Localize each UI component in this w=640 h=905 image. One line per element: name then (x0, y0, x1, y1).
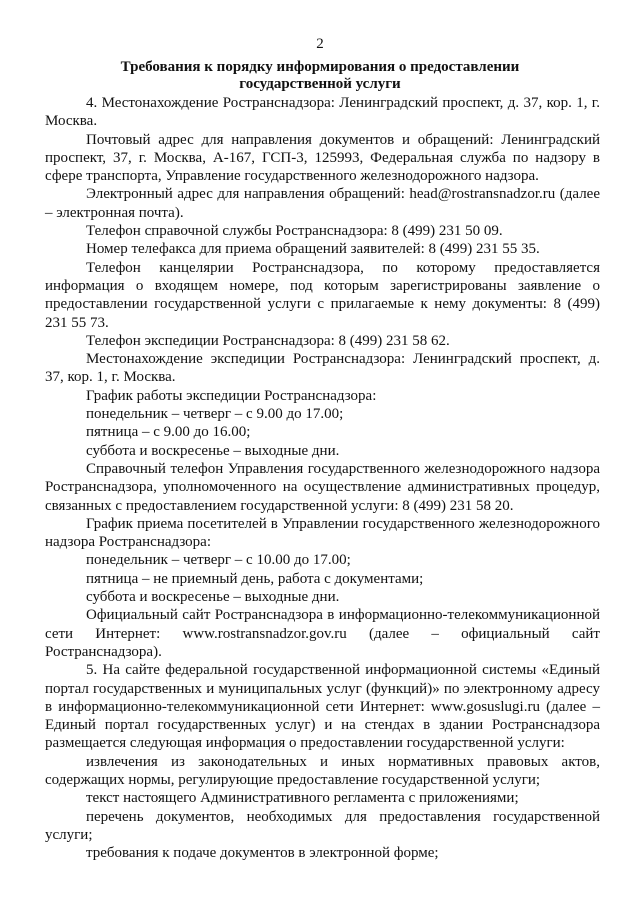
paragraph: Местонахождение экспедиции Ространснадзора: Ленинградский проспект, д. 37, кор. 1, г. Москва. (45, 351, 600, 386)
page-number: 2 (316, 36, 324, 52)
schedule-line: суббота и воскресенье – выходные дни. (86, 589, 340, 606)
paragraph: Электронный адрес для направления обращений: head@rostransnadzor.ru (далее – электронная почта). (45, 186, 600, 221)
schedule-line: пятница – не приемный день, работа с документами; (86, 570, 424, 587)
document-body (45, 94, 600, 862)
schedule-line: суббота и воскресенье – выходные дни. (86, 442, 340, 459)
paragraph: График работы экспедиции Ространснадзора: (86, 387, 377, 404)
paragraph: Телефон канцелярии Ространснадзора, по которому предоставляется информация о входящем номере, под которым зарегистрированы заявление о предоставлении государственной услуги с прилагаемые к нему документы: 8 (499) 231 55 73. (45, 259, 600, 331)
paragraph: Телефон экспедиции Ространснадзора: 8 (499) 231 58 62. (86, 332, 450, 349)
paragraph: Официальный сайт Ространснадзора в информационно-телекоммуникационной сети Интернет: www.rostransnadzor.gov.ru (далее – официальный сайт Ространснадзора). (45, 607, 600, 660)
schedule-line: пятница – с 9.00 до 16.00; (86, 424, 251, 441)
paragraph: извлечения из законодательных и иных нормативных правовых актов, содержащих нормы, регулирующие предоставление государственной услуги; (45, 753, 600, 788)
paragraph: Номер телефакса для приема обращений заявителей: 8 (499) 231 55 35. (86, 241, 540, 258)
paragraph: текст настоящего Административного регламента с приложениями; (86, 790, 519, 807)
section-title (40, 59, 600, 93)
section-title-line-1: Требования к порядку информирования о предоставлении (120, 59, 520, 75)
paragraph: 4. Местонахождение Ространснадзора: Ленинградский проспект, д. 37, кор. 1, г. Москва. (45, 95, 600, 130)
paragraph: Почтовый адрес для направления документов и обращений: Ленинградский проспект, 37, г. Москва, А-167, ГСП-3, 125993, Федеральная служба по надзору в сфере транспорта, Управление государственного железнодорожного надзора. (45, 131, 600, 185)
paragraph: 5. На сайте федеральной государственной информационной системы «Единый портал государственных и муниципальных услуг (функций)» по электронному адресу в информационно-телекоммуникационной сети Интернет: www.gosuslugi.ru (далее – Единый портал государственных услуг) и на стендах в здании Ространснадзора размещается следующая информация о предоставлении государственной услуги: (45, 662, 600, 752)
section-title-line-2: государственной услуги (239, 76, 401, 92)
paragraph: Справочный телефон Управления государственного железнодорожного надзора Ространснадзора, уполномоченного на осуществление административных процедур, связанных с предоставлением государственной услуги: 8 (499) 231 58 20. (45, 460, 600, 514)
paragraph: перечень документов, необходимых для предоставления государственной услуги; (45, 808, 600, 843)
schedule-line: понедельник – четверг – с 9.00 до 17.00; (86, 406, 344, 423)
paragraph: Телефон справочной службы Ространснадзора: 8 (499) 231 50 09. (86, 223, 503, 240)
paragraph: требования к подаче документов в электронной форме; (86, 845, 439, 862)
schedule-line: понедельник – четверг – с 10.00 до 17.00; (86, 552, 351, 569)
paragraph: График приема посетителей в Управлении государственного железнодорожного надзора Ространснадзора: (45, 515, 600, 551)
